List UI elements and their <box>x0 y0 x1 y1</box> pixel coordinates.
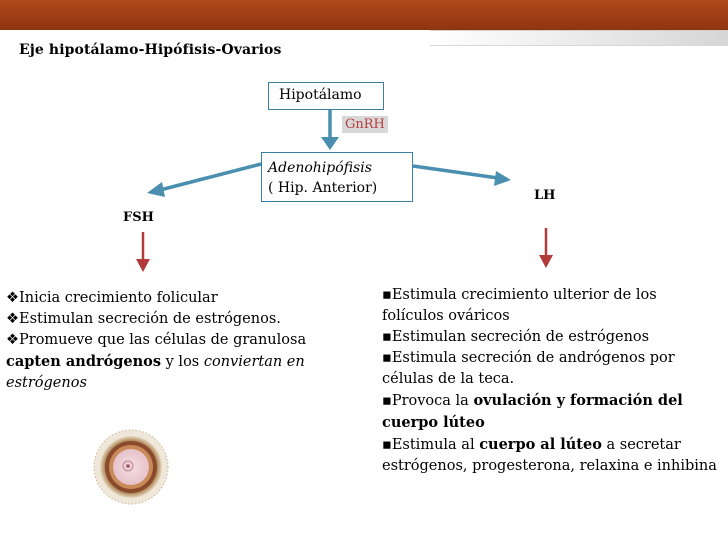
list-item: ▪Estimula secreción de andrógenos por células de la teca. <box>382 350 675 387</box>
hipofisis-anterior-label: ( Hip. Anterior) <box>268 180 378 196</box>
lh-effects-list <box>382 285 722 477</box>
slide-title: Eje hipotálamo-Hipófisis-Ovarios <box>19 42 282 58</box>
list-item: ▪Estimulan secreción de estrógenos <box>382 329 650 345</box>
list-item: ▪Estimula crecimiento ulterior de los folículos ováricos <box>382 287 657 324</box>
hipotalamo-box <box>268 82 384 110</box>
bullet-icon: ▪ <box>382 393 392 409</box>
lh-label: LH <box>534 188 556 203</box>
bullet-icon: ❖ <box>6 332 19 348</box>
fsh-label: FSH <box>123 210 154 225</box>
down-arrow-hipotalamo <box>321 110 339 150</box>
arrow-to-lh <box>413 166 511 186</box>
bullet-icon: ▪ <box>382 350 392 366</box>
list-item: ❖Promueve que las células de granulosa capten andrógenos y los conviertan en estrógenos <box>6 332 307 391</box>
list-item: ❖Estimulan secreción de estrógenos. <box>6 311 281 327</box>
hipotalamo-label: Hipotálamo <box>279 87 362 103</box>
gnrh-label: GnRH <box>342 116 388 133</box>
bullet-icon: ❖ <box>6 311 19 327</box>
bullet-icon: ❖ <box>6 290 19 306</box>
list-item: ▪Provoca la ovulación y formación del cuerpo lúteo <box>382 392 683 431</box>
list-item: ❖Inicia crecimiento folicular <box>6 290 218 306</box>
ovarian-follicle-illustration <box>92 428 170 506</box>
arrow-to-fsh <box>147 164 261 197</box>
red-arrow-fsh <box>136 232 150 272</box>
list-item: ▪Estimula al cuerpo al lúteo a secretar estrógenos, progesterona, relaxina e inhibina <box>382 436 717 474</box>
bullet-icon: ▪ <box>382 329 392 345</box>
bullet-icon: ▪ <box>382 287 392 303</box>
red-arrow-lh <box>539 228 553 268</box>
adenohipofisis-label: Adenohipófisis <box>268 160 372 176</box>
bullet-icon: ▪ <box>382 437 392 453</box>
adenohipofisis-box <box>261 152 413 202</box>
fsh-effects-list <box>6 288 356 394</box>
